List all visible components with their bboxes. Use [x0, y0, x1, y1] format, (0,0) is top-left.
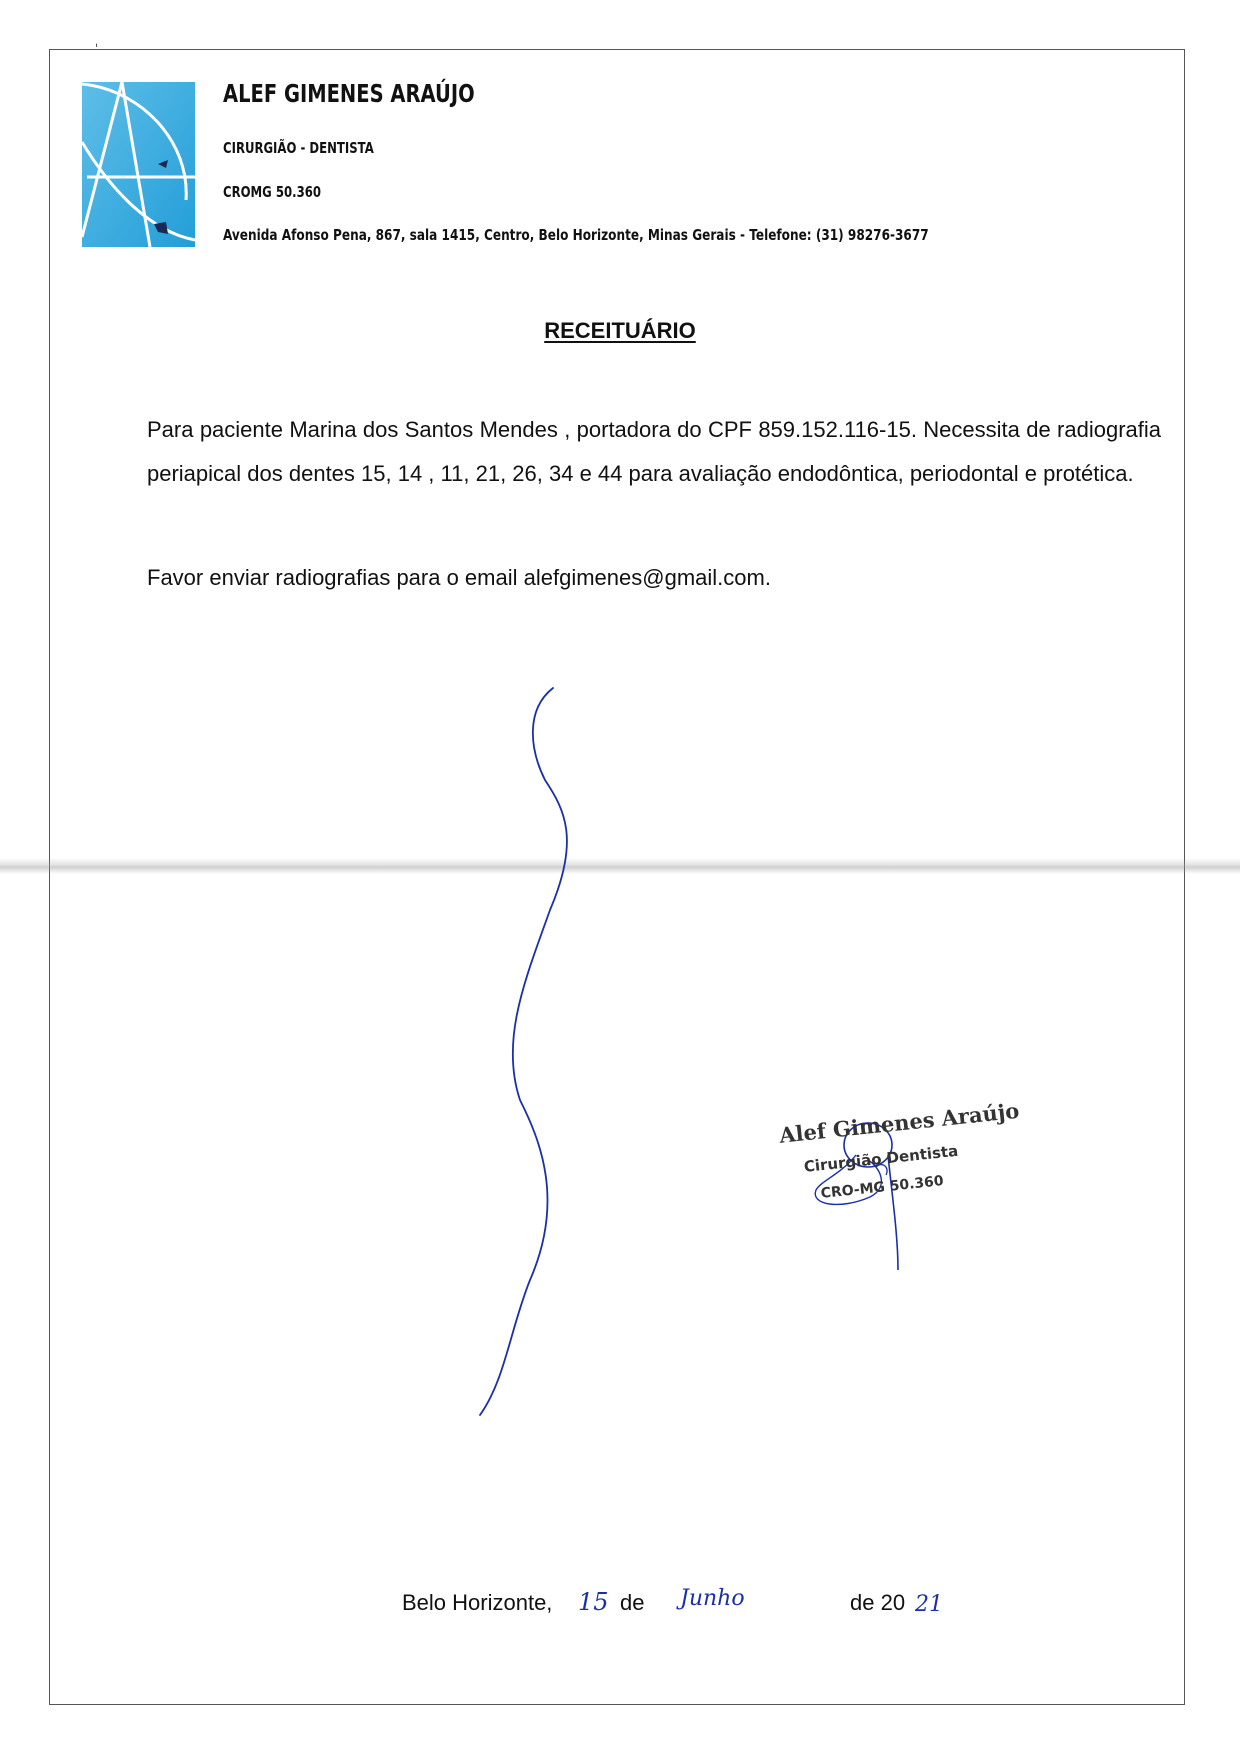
doctor-registration: CROMG 50.360: [223, 183, 322, 201]
document-title: RECEITUÁRIO: [544, 318, 696, 343]
page-border: [49, 49, 1185, 1705]
stamp-role: Cirurgião Dentista: [803, 1141, 960, 1176]
date-day-handwritten: 15: [578, 1588, 609, 1616]
doctor-name: ALEF GIMENES ARAÚJO: [223, 79, 475, 108]
date-month-handwritten: Junho: [680, 1586, 745, 1611]
clinic-address: Avenida Afonso Pena, 867, sala 1415, Centro, Belo Horizonte, Minas Gerais - Telefone: (31) 98276-3677: [223, 226, 929, 244]
clinic-logo: [82, 82, 195, 247]
handwritten-signature: [470, 680, 580, 1420]
scan-speck: ˌ: [95, 34, 99, 48]
date-year-prefix: de 20: [850, 1590, 906, 1615]
date-city: Belo Horizonte,: [402, 1590, 553, 1615]
date-de-1: de: [620, 1590, 645, 1615]
email-instruction: Favor enviar radiografias para o email alefgimenes@gmail.com.: [147, 565, 771, 590]
date-year-handwritten: 21: [915, 1592, 943, 1617]
paper-fold-line: [0, 858, 1240, 874]
prescription-text: Para paciente Marina dos Santos Mendes , portadora do CPF 859.152.116-15. Necessita de radiografia periapical dos dentes 15, 14 , 11, 21, 26, 34 e 44 para avaliação endodôntica, periodontal e protética.: [147, 417, 1161, 486]
stamp-name: Alef Gimenes Araújo: [778, 1097, 1021, 1148]
stamp-registration: CRO-MG 50.360: [820, 1173, 945, 1202]
doctor-role: CIRURGIÃO - DENTISTA: [223, 139, 374, 157]
